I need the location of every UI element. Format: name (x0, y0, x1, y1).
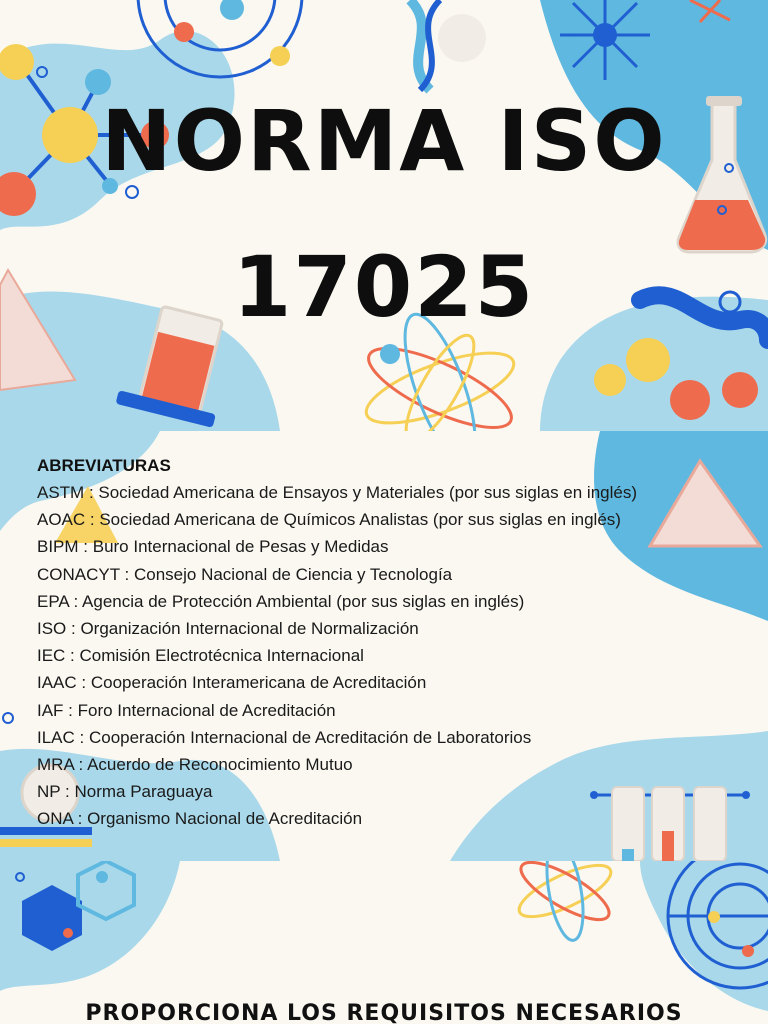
abbreviation-item: MRA : Acuerdo de Reconocimiento Mutuo (37, 755, 353, 775)
abbreviation-item: CONACYT : Consejo Nacional de Ciencia y Tecnología (37, 564, 453, 584)
orbit-icon (513, 861, 617, 943)
abbreviations-section (0, 431, 768, 861)
cover-title-line2: 17025 (232, 238, 536, 336)
cover-title-line1: NORMA ISO (101, 92, 667, 190)
cover-section (0, 0, 768, 431)
abbreviation-item: IEC : Comisión Electrotécnica Internacional (37, 646, 364, 666)
abbreviation-item: EPA : Agencia de Protección Ambiental (por sus siglas en inglés) (37, 591, 525, 611)
abbreviation-item: IAF : Foro Internacional de Acreditación (37, 700, 336, 720)
abbreviation-item: BIPM : Buro Internacional de Pesas y Medidas (37, 537, 389, 557)
dna-icon (410, 0, 486, 90)
abbreviation-item: AOAC : Sociedad Americana de Químicos Analistas (por sus siglas en inglés) (37, 510, 621, 530)
abbreviations-list (37, 452, 737, 833)
abbreviation-item: ASTM : Sociedad Americana de Ensayos y Materiales (por sus siglas en inglés) (37, 483, 637, 502)
abbreviations-heading: ABREVIATURAS (37, 456, 171, 475)
abbreviation-item: ONA : Organismo Nacional de Acreditación (37, 809, 363, 829)
abbreviation-item: NP : Norma Paraguaya (37, 782, 213, 802)
abbreviation-item: ILAC : Cooperación Internacional de Acreditación de Laboratorios (37, 727, 532, 747)
next-page-title: PROPORCIONA LOS REQUISITOS NECESARIOS (85, 1001, 683, 1024)
next-page-decorations (0, 861, 768, 1024)
abbreviation-item: IAAC : Cooperación Interamericana de Acreditación (37, 673, 427, 693)
cover-decorations (0, 0, 768, 431)
abbreviation-item: ISO : Organización Internacional de Normalización (37, 619, 419, 639)
next-page-section (0, 861, 768, 1024)
